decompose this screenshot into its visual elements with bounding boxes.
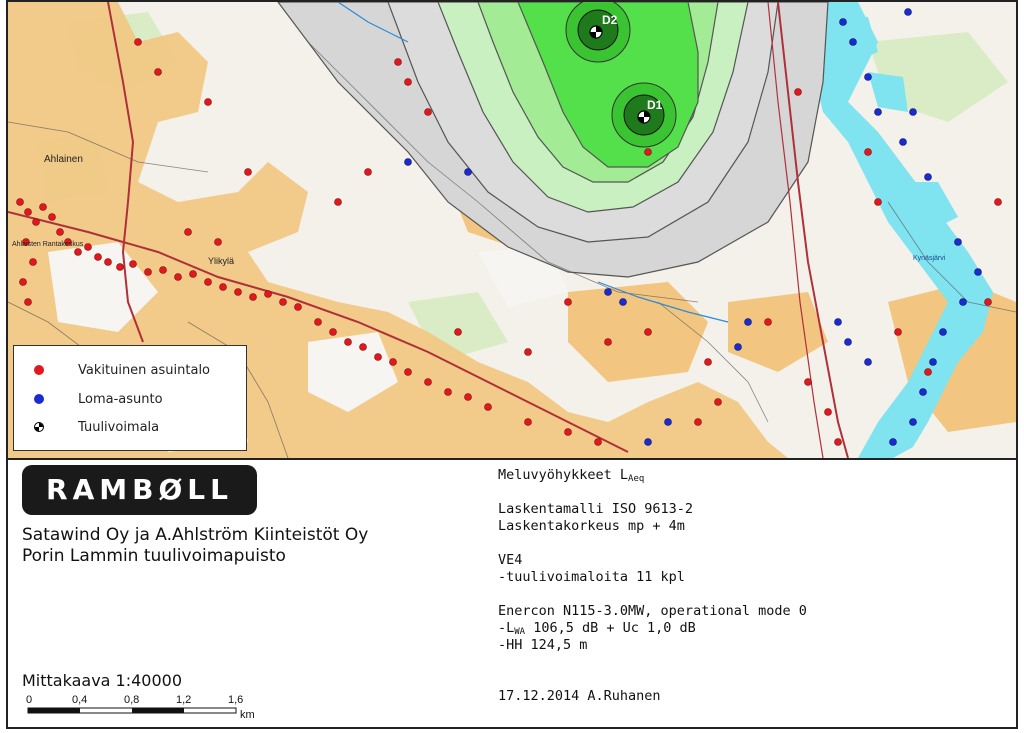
- legend-item-turbine: [34, 417, 159, 437]
- scale-tick-label: 0: [26, 694, 33, 706]
- info-turbine-count: -tuulivoimaloita 11 kpl: [498, 569, 685, 585]
- scale-tick-label: 0,8: [124, 694, 140, 706]
- lake-label: Kynäsjärvi: [913, 255, 946, 262]
- place-label-rantakeskus: Ahlaisten Rantakeskus: [12, 241, 84, 248]
- legend-label: Vakituinen asuintalo: [78, 362, 211, 378]
- ramboll-logo: [22, 465, 257, 515]
- info-lwa-value: 106,5 dB + Uc 1,0 dB: [525, 620, 696, 636]
- legend-label: Tuulivoimala: [78, 419, 160, 435]
- info-height: Laskentakorkeus mp + 4m: [498, 518, 685, 534]
- info-title: [498, 467, 978, 484]
- info-lwa-prefix: -L: [498, 620, 515, 636]
- scale-bar: [26, 692, 266, 722]
- scale-tick-label: 1,6: [228, 694, 244, 706]
- scale-title: Mittakaava 1:40000: [22, 671, 183, 690]
- client-line-1: Satawind Oy ja A.Ahlström Kiinteistöt Oy: [22, 525, 369, 545]
- legend-item-residence: [34, 360, 210, 380]
- calculation-info: [498, 467, 978, 705]
- map-area: [8, 2, 1016, 458]
- info-lwa-sub: WA: [514, 627, 526, 637]
- red-dot-icon: [34, 365, 44, 375]
- info-hub-height: -HH 124,5 m: [498, 637, 588, 653]
- info-turbine-type: Enercon N115-3.0MW, operational mode 0: [498, 603, 807, 619]
- turbine-d1-label: D1: [647, 98, 663, 112]
- wind-turbine-icon: [34, 422, 44, 432]
- scale-tick-label: 0,4: [72, 694, 88, 706]
- info-title-main: Meluvyöhykkeet L: [498, 467, 629, 483]
- map-divider: [8, 458, 1016, 460]
- blue-dot-icon: [34, 394, 44, 404]
- info-title-sub: Aeq: [628, 474, 645, 484]
- client-info: [22, 525, 368, 567]
- info-date: 17.12.2014 A.Ruhanen: [498, 688, 661, 704]
- info-lwa: [498, 620, 978, 637]
- scale-tick-label: 1,2: [176, 694, 192, 706]
- client-line-2: Porin Lammin tuulivoimapuisto: [22, 546, 286, 566]
- scale-unit: km: [240, 709, 255, 721]
- place-label-ylikyla: Ylikylä: [208, 256, 235, 266]
- map-sheet: [6, 0, 1018, 729]
- turbine-d2-label: D2: [602, 13, 618, 27]
- map-legend: [13, 345, 247, 451]
- info-model: Laskentamalli ISO 9613-2: [498, 501, 694, 517]
- legend-label: Loma-asunto: [78, 391, 163, 407]
- info-alternative: VE4: [498, 552, 523, 568]
- place-label-ahlainen: Ahlainen: [44, 154, 83, 165]
- logo-text: RAMBØLL: [46, 473, 233, 506]
- legend-item-holiday: [34, 389, 163, 409]
